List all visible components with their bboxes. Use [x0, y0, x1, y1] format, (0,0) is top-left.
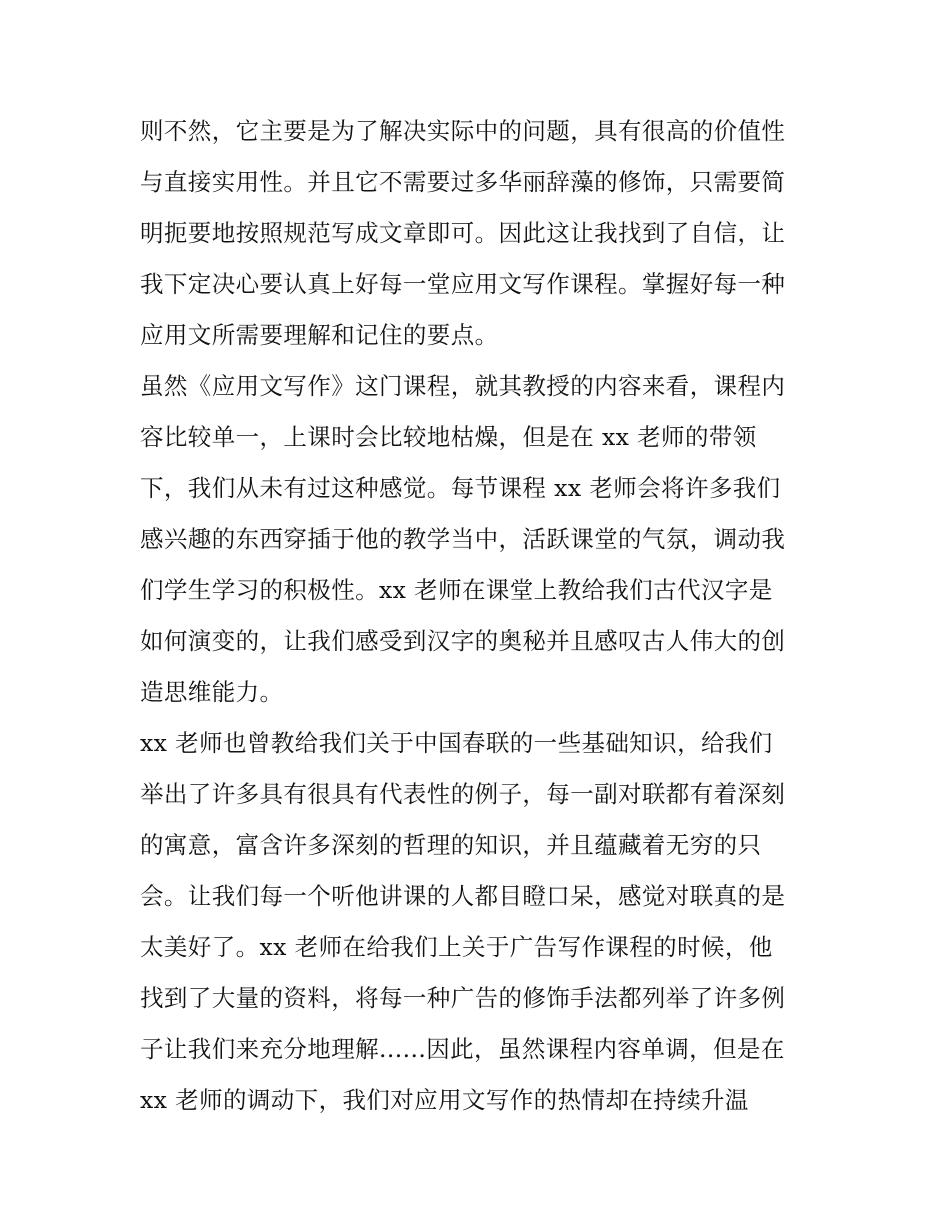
- text-line: 们学生学习的积极性。xx 老师在课堂上教给我们古代汉字是: [140, 576, 773, 604]
- text-line: 会。让我们每一个听他讲课的人都目瞪口呆，感觉对联真的是: [140, 882, 786, 910]
- paragraph-1: [140, 106, 820, 361]
- text-line: 下，我们从未有过这种感觉。每节课程 xx 老师会将许多我们: [140, 474, 781, 502]
- text-line: 举出了许多具有很具有代表性的例子，每一副对联都有着深刻: [140, 780, 786, 808]
- paragraph-3: [140, 718, 820, 1126]
- paragraph-2: [140, 361, 820, 718]
- text-line: 明扼要地按照规范写成文章即可。因此这让我找到了自信，让: [140, 219, 786, 247]
- text-line: xx 老师也曾教给我们关于中国春联的一些基础知识，给我们: [140, 729, 773, 757]
- text-line: 与直接实用性。并且它不需要过多华丽辞藻的修饰，只需要简: [140, 168, 786, 196]
- text-line: 应用文所需要理解和记住的要点。: [140, 321, 499, 349]
- text-line: 造思维能力。: [140, 678, 284, 706]
- text-line: 的寓意，富含许多深刻的哲理的知识，并且蕴藏着无穷的只: [140, 831, 762, 859]
- text-line: 虽然《应用文写作》这门课程，就其教授的内容来看，课程内: [140, 372, 786, 400]
- text-line: 容比较单一，上课时会比较地枯燥，但是在 xx 老师的带领: [140, 423, 757, 451]
- text-line: 找到了大量的资料，将每一种广告的修饰手法都列举了许多例: [140, 984, 786, 1012]
- text-line: xx 老师的调动下，我们对应用文写作的热情却在持续升温: [140, 1086, 749, 1114]
- text-line: 我下定决心要认真上好每一堂应用文写作课程。掌握好每一种: [140, 270, 786, 298]
- text-line: 如何演变的，让我们感受到汉字的奥秘并且感叹古人伟大的创: [140, 627, 786, 655]
- text-line: 则不然，它主要是为了解决实际中的问题，具有很高的价值性: [140, 117, 786, 145]
- text-line: 太美好了。xx 老师在给我们上关于广告写作课程的时候，他: [140, 933, 773, 961]
- document-body: [140, 106, 820, 1126]
- text-line: 子让我们来充分地理解......因此，虽然课程内容单调，但是在: [140, 1035, 785, 1063]
- text-line: 感兴趣的东西穿插于他的教学当中，活跃课堂的气氛，调动我: [140, 525, 786, 553]
